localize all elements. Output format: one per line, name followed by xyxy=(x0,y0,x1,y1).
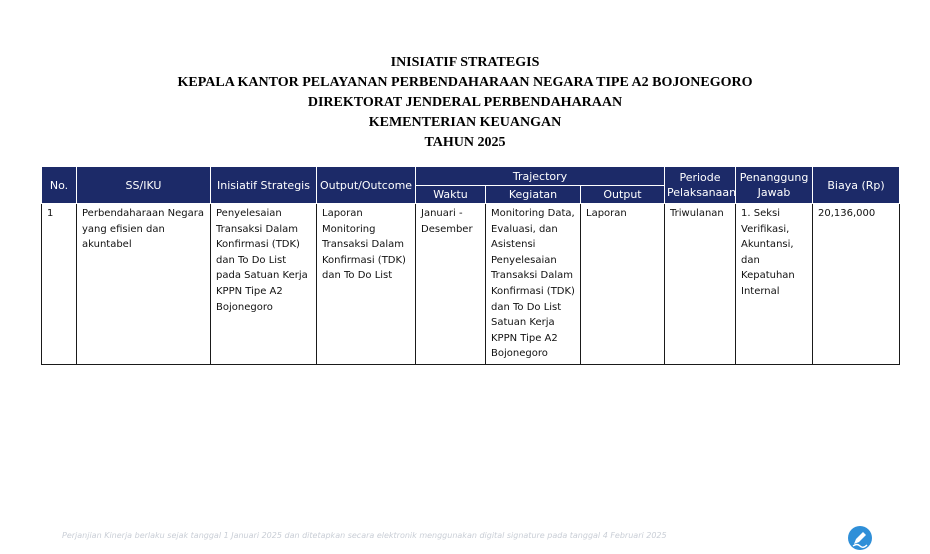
heading-title: INISIATIF STRATEGIS xyxy=(390,55,540,70)
header-output-outcome: Output/Outcome xyxy=(317,167,416,204)
cell-periode: Triwulanan xyxy=(665,204,736,365)
header-no: No. xyxy=(42,167,77,204)
header-periode-line2: Pelaksanaan xyxy=(667,186,737,199)
pen-signature-icon xyxy=(847,525,873,551)
cell-ss-iku: Perbendaharaan Negara yang efisien dan akuntabel xyxy=(77,204,211,365)
cell-waktu: Januari - Desember xyxy=(416,204,486,365)
cell-biaya: 20,136,000 xyxy=(813,204,900,365)
heading-ministry: KEMENTERIAN KEUANGAN xyxy=(368,115,562,130)
cell-no: 1 xyxy=(42,204,77,365)
footer-note: Perjanjian Kinerja berlaku sejak tanggal 1 Januari 2025 dan ditetapkan secara elektronik menggunakan digital signature pada tanggal 4 Februari 2025 xyxy=(62,531,667,540)
strategic-initiative-table xyxy=(41,166,900,365)
cell-inisiatif-strategis: Penyelesaian Transaksi Dalam Konfirmasi (TDK) dan To Do List pada Satuan Kerja KPPN Tipe A2 Bojonegoro xyxy=(211,204,317,365)
header-trajectory: Trajectory xyxy=(416,167,665,186)
cell-output: Laporan xyxy=(581,204,665,365)
document-heading xyxy=(0,53,930,153)
header-penanggung-jawab xyxy=(736,167,813,204)
header-biaya: Biaya (Rp) xyxy=(813,167,900,204)
header-kegiatan: Kegiatan xyxy=(486,186,581,204)
header-periode-pelaksanaan xyxy=(665,167,736,204)
header-output: Output xyxy=(581,186,665,204)
header-waktu: Waktu xyxy=(416,186,486,204)
header-ss-iku: SS/IKU xyxy=(77,167,211,204)
header-penanggung-line1: Penanggung xyxy=(739,171,809,184)
heading-office: KEPALA KANTOR PELAYANAN PERBENDAHARAAN NEGARA TIPE A2 BOJONEGORO xyxy=(177,75,753,90)
cell-kegiatan: Monitoring Data, Evaluasi, dan Asistensi Penyelesaian Transaksi Dalam Konfirmasi (TDK) dan To Do List Satuan Kerja KPPN Tipe A2 Bojonegoro xyxy=(486,204,581,365)
cell-penanggung-jawab: 1. Seksi Verifikasi, Akuntansi, dan Kepatuhan Internal xyxy=(736,204,813,365)
heading-directorate: DIREKTORAT JENDERAL PERBENDAHARAAN xyxy=(307,95,623,110)
header-periode-line1: Periode xyxy=(679,171,721,184)
heading-year: TAHUN 2025 xyxy=(424,135,506,150)
table-row xyxy=(42,204,900,365)
cell-output-outcome: Laporan Monitoring Transaksi Dalam Konfirmasi (TDK) dan To Do List xyxy=(317,204,416,365)
header-inisiatif-strategis: Inisiatif Strategis xyxy=(211,167,317,204)
header-penanggung-line2: Jawab xyxy=(757,186,791,199)
